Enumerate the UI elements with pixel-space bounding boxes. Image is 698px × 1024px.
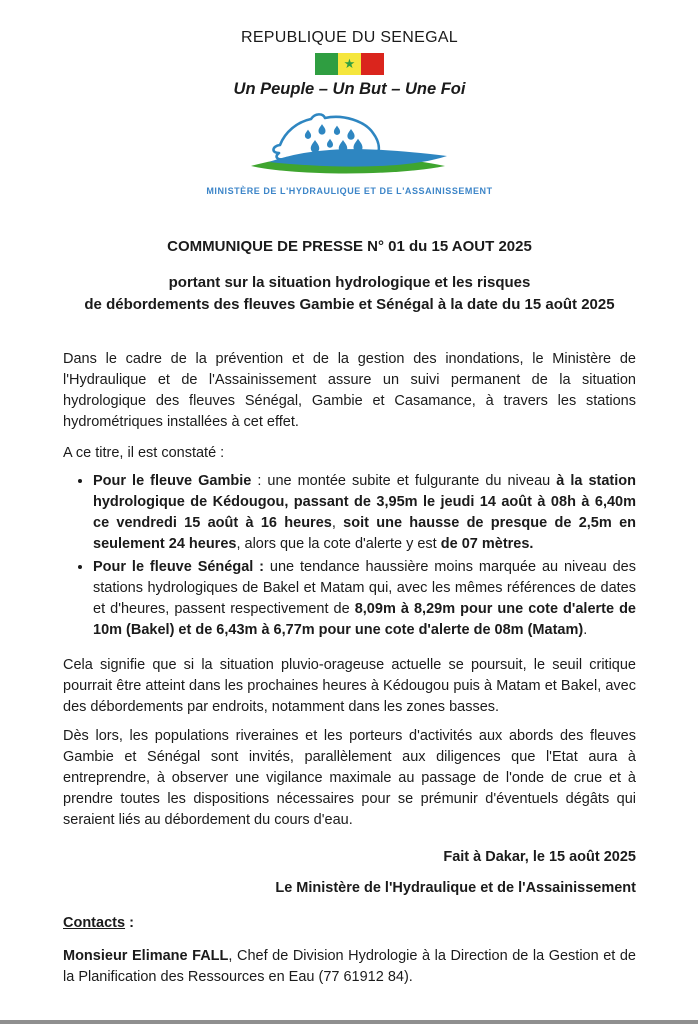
press-release-subtitle-line2: de débordements des fleuves Gambie et Sénégal à la date du 15 août 2025 (84, 295, 615, 313)
flag-yellow-band (338, 53, 361, 75)
country-title: REPUBLIQUE DU SENEGAL (240, 29, 459, 46)
press-release-subtitle-line1: portant sur la situation hydrologique et les risques (168, 273, 531, 291)
list-item-gambie: • Pour le fleuve Gambie : une montée subite et fulgurante du niveau à la station hydrologique de Kédougou, passant de 3,95m le jeudi 14 août à 08h à 6,40m ce vendredi 15 août à 16 heures, soit une hausse de presque de 2,5m en seulement 24 heures, alors que la cote d'alerte y est de 07 mètres. (93, 471, 636, 555)
press-release-title: COMMUNIQUE DE PRESSE N° 01 du 15 AOUT 2025 (167, 238, 532, 256)
ministry-label: MINISTÈRE DE L'HYDRAULIQUE ET DE L'ASSAINISSEMENT (206, 186, 493, 197)
signature-issuer: Le Ministère de l'Hydraulique et de l'Assainissement (275, 879, 636, 896)
title-block (63, 236, 636, 315)
flag-green-band (315, 53, 338, 75)
flag-red-band (361, 53, 384, 75)
contacts-heading: Contacts : (63, 914, 134, 931)
signature-place-date: Fait à Dakar, le 15 août 2025 (443, 848, 636, 865)
list-item-senegal: • Pour le fleuve Sénégal : une tendance haussière moins marquée au niveau des stations hydrologiques de Bakel et Matam qui, avec les mêmes références de dates et d'heures, passent respectivement de 8,09m à 8,29m pour une cote d'alerte de 10m (Bakel) et de 6,43m à 6,77m pour une cote d'alerte de 08m (Matam). (93, 557, 636, 641)
findings-list (63, 471, 636, 641)
bottom-edge-line (0, 1020, 698, 1024)
flag-star-icon: ★ (343, 56, 356, 72)
implication-paragraph: Cela signifie que si la situation pluvio-orageuse actuelle se poursuit, le seuil critique pourrait être atteint dans les prochaines heures à Kédougou puis à Matam et Bakel, avec des débordements par endroits, notamment dans les zones basses. (63, 656, 636, 715)
national-motto: Un Peuple – Un But – Une Foi (233, 80, 466, 99)
intro-paragraph: Dans le cadre de la prévention et de la gestion des inondations, le Ministère de l'Hydraulique et de l'Assainissement assure un suivi permanent de la situation hydrologique des fleuves Sénégal, Gambie et Casamance, à travers les stations hydrométriques installées à cet effet. (63, 351, 636, 431)
senegal-flag-icon (315, 53, 385, 75)
ministry-logo (63, 112, 636, 198)
advisory-paragraph: Dès lors, les populations riveraines et les porteurs d'activités aux abords des fleuves Gambie et Sénégal sont invités, parallèlement aux diligences que l'Etat aura à entreprendre, à observer une vigilance maximale au passage de l'onde de crue et à prendre toutes les dispositions nécessaires pour se prémunir d'éventuels dégâts qui seraient liés au débordement du cours d'eau. (63, 727, 636, 828)
contact-line: Monsieur Elimane FALL, Chef de Division Hydrologie à la Direction de la Gestion et de la Planification des Ressources en Eau (77 61912 84). (63, 947, 636, 985)
senegal-map-rain-waves-icon (235, 112, 465, 176)
lead-in-line: A ce titre, il est constaté : (63, 445, 225, 462)
